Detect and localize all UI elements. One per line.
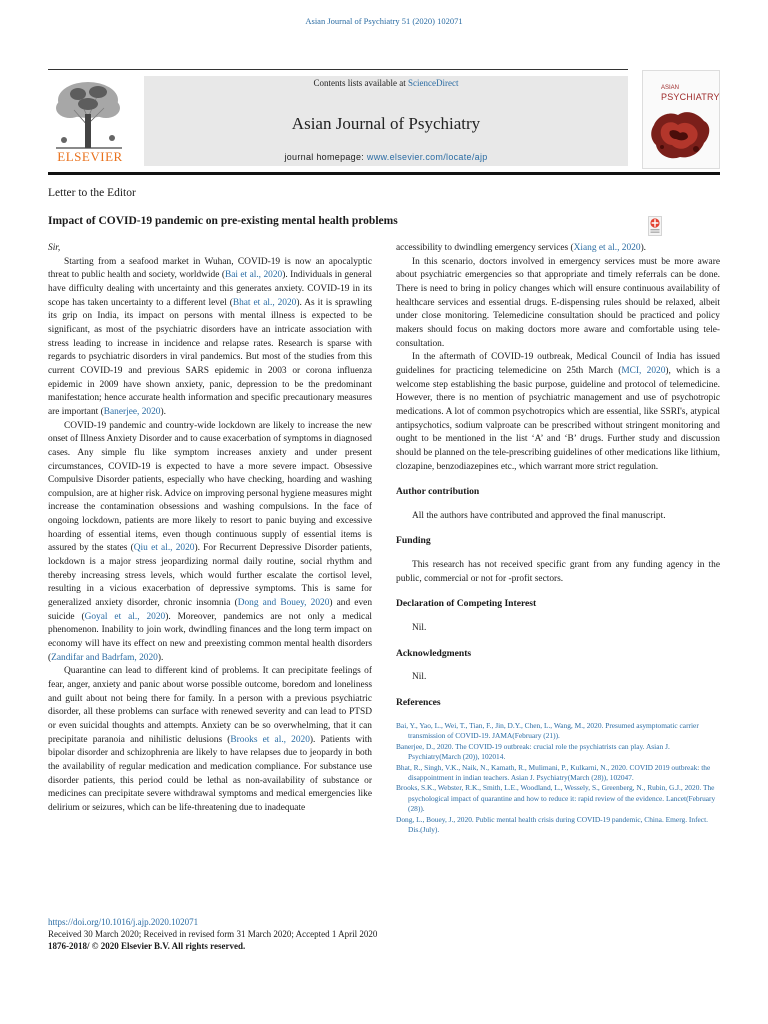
running-head[interactable]: Asian Journal of Psychiatry 51 (2020) 102071	[305, 16, 463, 26]
reference-item[interactable]: Bai, Y., Yao, L., Wei, T., Tian, F., Jin, D.Y., Chen, L., Wang, M., 2020. Presumed asymptomatic carrier transmission of COVID-19. JAMA(February (21)).	[396, 720, 699, 740]
citation-link[interactable]: Bhat et al., 2020	[232, 297, 297, 308]
citation-link[interactable]: Zandifar and Badrfam, 2020	[51, 652, 158, 663]
homepage-line	[144, 152, 628, 162]
right-column	[396, 242, 720, 835]
journal-banner	[144, 76, 628, 166]
article-title: Impact of COVID-19 pandemic on pre-existing mental health problems	[48, 215, 398, 227]
publisher-name: ELSEVIER	[57, 149, 123, 164]
journal-title: Asian Journal of Psychiatry	[291, 114, 481, 133]
page-footer	[48, 916, 377, 952]
paragraph: COVID-19 pandemic and country-wide lockdown are likely to increase the new onset of Illness Anxiety Disorder and to cause exacerbation of symptoms in diagnosed cases. Any simple flu like symptom increases anxiety and under present circumstances, COVID-19 is expected to have a more severe impact. Obsessive Compulsive Disorder patients, especially who have checking, hoarding and washing compulsion, are at higher risk. Advice on improving personal hygiene measures might increase the contamination obsessions and washing compulsions. In the face of ongoing lockdown, patients are more likely to resort to panic buying and excessive hoarding of essential items, even though continuous supply of essential items is assured by the states (Qiu et al., 2020). For Recurrent Depressive Disorder patients, lockdown is a major stress jeopardizing normal daily routine, social rhythm and thereby increasing stress levels, which would further escalate the cortisol level, resulting in a vicious exacerbation of depressive symptoms. This is same for generalized anxiety disorder, chronic insomnia (Dong and Bouey, 2020) and even suicide (Goyal et al., 2020). Moreover, pandemics are not only a medical phenomenon. Inability to join work, dwindling finances and the long term impact on economy will have its effect on new and preexisting common mental health disorders (Zandifar and Badrfam, 2020).	[48, 420, 373, 663]
paragraph: In the aftermath of COVID-19 outbreak, Medical Council of India has issued guidelines for practicing telemedicine on 25th March (MCI, 2020), which is a welcome step establishing the basic purpose, guideline and protocol of telemedicine. However, there is no mention of psychiatric management and use of psychotropic medications. A lot of common psychotropics which are essential, like SSRI's, atypical antipsychotics, sodium valproate can be prescribed without stringent monitoring and ought to be mentioned in the list ‘A’ and ‘B’ drugs. Further study and discussion should be planned on the tele-prescribing guidelines of other medications like lithium, clozapine, benzodiazepines etc., which warrant more strict regulation.	[396, 352, 720, 472]
section-text: Nil.	[412, 623, 427, 634]
left-column	[48, 242, 372, 816]
cover-map-icon	[648, 107, 714, 163]
sciencedirect-link[interactable]: ScienceDirect	[408, 78, 459, 88]
section-text: This research has not received specific grant from any funding agency in the public, commercial or not for -profit sectors.	[396, 560, 720, 584]
salutation: Sir,	[48, 243, 61, 253]
crossmark-icon[interactable]	[648, 216, 662, 236]
paragraph: Starting from a seafood market in Wuhan, COVID-19 is now an apocalyptic threat to public health and society, worldwide (Bai et al., 2020). Individuals in general have difficulty dealing with uncertainty and this generates anxiety. COVID-19 in its scope has taken uncertainty to a different level (Bhat et al., 2020). As it is sprawling its grip on India, its impact on persons with mental illness is expected to be significant, as most of the psychiatric disorders have an intricate association with stress leading to increase in incidence and relapse rates. Research is sparse with regards to psychiatric disorders in viral pandemics. But most of the studies from this current COVID-19 and previous SARS epidemic in 2003 or corona influenza epidemic in 2009 have shown anxiety, panic, depression to be the predominant manifestation; hence accurate health information and specific precautionary measures are important (Banerjee, 2020).	[48, 256, 372, 417]
paragraph: Quarantine can lead to different kind of problems. It can precipitate feelings of fear, anger, anxiety and panic about worse possible outcome, boredom and loneliness and guilt about not being there for family. In a person with a previous psychiatric disorder, all these problems can surface with renewed severity and can lead to PTSD or even suicidal thoughts and attempts. Anxiety can be so overwhelming, that it can precipitate paranoia and nihilistic delusions (Brooks et al., 2020). Patients with bipolar disorder and schizophrenia are likely to have relapses due to jeopardy in both the availability of regular medication and medication compliance. For substance use disorder patients, this period could be lethal as non-availability of substance or medicines can precipitate severe withdrawal symptoms and medical emergencies like delirium or seizures, which can be life-threatening due to inadequate	[48, 666, 372, 813]
citation-link[interactable]: Qiu et al., 2020	[133, 543, 195, 554]
masthead	[48, 70, 720, 169]
citation-link[interactable]: Bai et al., 2020	[224, 270, 283, 281]
citation-link[interactable]: Banerjee, 2020	[103, 406, 161, 417]
journal-cover-image	[642, 70, 720, 169]
reference-list	[396, 721, 720, 835]
reference-item[interactable]: Bhat, R., Singh, V.K., Naik, N., Kamath, R., Mulimani, P., Kulkarni, N., 2020. COVID 2019 outbreak: the disappointment in indian teachers. Asian J. Psychiatry(March (28)), 102047.	[396, 762, 711, 782]
section-heading-funding: Funding	[396, 535, 431, 547]
masthead-bottom-rule	[48, 172, 720, 175]
homepage-prefix: journal homepage:	[284, 152, 367, 162]
contents-prefix: Contents lists available at	[313, 78, 408, 88]
reference-item[interactable]: Banerjee, D., 2020. The COVID-19 outbreak: crucial role the psychiatrists can play. Asian J. Psychiatry(March (20)), 102014.	[396, 741, 670, 761]
paragraph: In this scenario, doctors involved in emergency services must be more aware about psychiatric emergencies so that appropriate and timely referrals can be done. There is need to bring in policy changes which will ensure continuous availability of healthcare services and essential drugs. E-dispensing rules should be relaxed, albeit under close monitoring. Telemedicine consultation should be practiced and policy makers should focus on making doctors more aware and comfortable using tele-consultation.	[396, 256, 720, 349]
doi-link[interactable]: https://doi.org/10.1016/j.ajp.2020.102071	[48, 917, 199, 927]
contents-line	[144, 78, 628, 88]
reference-item[interactable]: Dong, L., Bouey, J., 2020. Public mental health crisis during COVID-19 pandemic, China. Emerg. Infect. Dis.(July).	[396, 814, 708, 834]
citation-link[interactable]: MCI, 2020	[621, 365, 666, 376]
article-type: Letter to the Editor	[48, 187, 136, 199]
section-text: All the authors have contributed and approved the final manuscript.	[412, 510, 666, 521]
section-heading-author-contribution: Author contribution	[396, 486, 480, 498]
cover-title-big: PSYCHIATRY	[661, 92, 720, 102]
section-text: Nil.	[412, 672, 427, 683]
citation-link[interactable]: Xiang et al., 2020	[573, 243, 641, 253]
cover-title-small: ASIAN	[661, 85, 680, 91]
section-heading-references: References	[396, 697, 441, 709]
citation-link[interactable]: Brooks et al., 2020	[230, 734, 310, 745]
reference-item[interactable]: Brooks, S.K., Webster, R.K., Smith, L.E., Woodland, L., Wessely, S., Greenberg, N., Rubin, G.J., 2020. The psychological impact of quarantine and how to reduce it: rapid review of the evidence. Lancet(February (28)).	[396, 783, 716, 813]
received-dates: Received 30 March 2020; Received in revised form 31 March 2020; Accepted 1 April 2020	[48, 929, 378, 939]
section-heading-acknowledgments: Acknowledgments	[396, 647, 472, 659]
citation-link[interactable]: Goyal et al., 2020	[84, 611, 166, 622]
homepage-link[interactable]: www.elsevier.com/locate/ajp	[366, 152, 488, 162]
citation-link[interactable]: Dong and Bouey, 2020	[237, 598, 330, 609]
copyright-line: 1876-2018/ © 2020 Elsevier B.V. All rights reserved.	[48, 941, 246, 951]
paragraph: accessibility to dwindling emergency services (Xiang et al., 2020).	[396, 243, 647, 253]
section-heading-competing-interest: Declaration of Competing Interest	[396, 598, 537, 610]
